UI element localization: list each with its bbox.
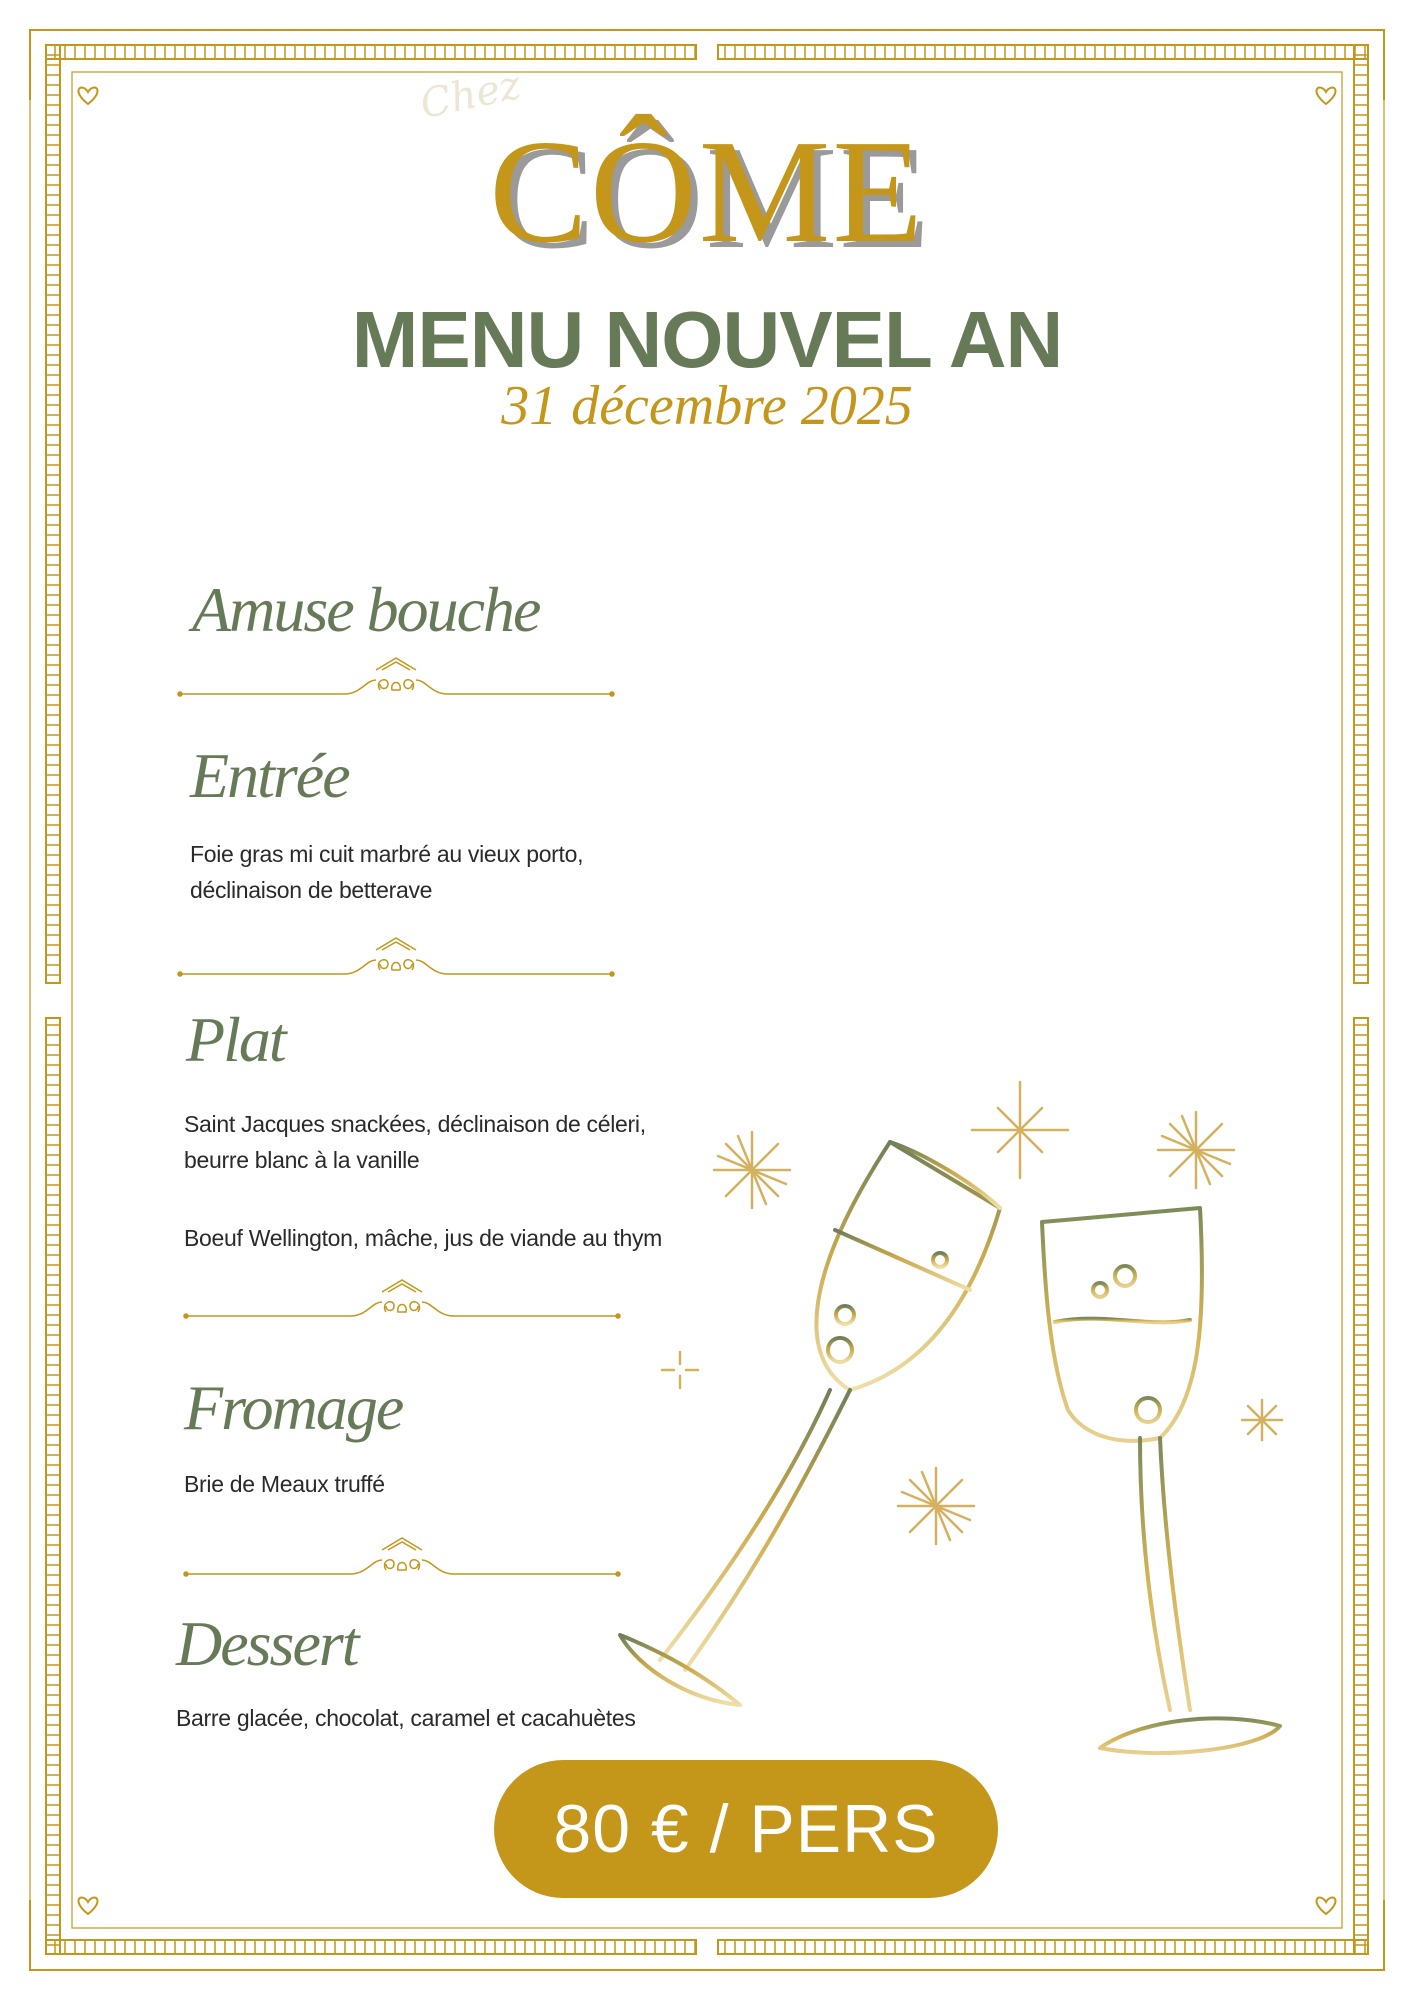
sparkle-icon — [714, 1132, 790, 1208]
sparkle-icon — [972, 1082, 1068, 1178]
brand-name: CÔME — [489, 110, 925, 274]
ornament-divider-icon — [176, 650, 616, 700]
dish-entree-line-2: déclinaison de betterave — [190, 877, 433, 903]
sparkle-icon — [1242, 1400, 1282, 1440]
section-title-entree: Entrée — [190, 740, 349, 811]
ornament-divider-icon — [176, 930, 616, 980]
champagne-glasses-icon — [500, 1060, 1300, 1840]
section-title-dessert: Dessert — [176, 1608, 358, 1679]
menu-date: 31 décembre 2025 — [501, 375, 913, 437]
section-title-amuse-bouche: Amuse bouche — [192, 574, 540, 645]
dish-plat-line-1: Saint Jacques snackées, déclinaison de céleri, — [184, 1111, 646, 1137]
dish-dessert-line-1: Barre glacée, chocolat, caramel et cacahuètes — [176, 1705, 636, 1731]
sparkle-icon — [898, 1468, 974, 1544]
price-label: 80 € / PERS — [553, 1791, 939, 1867]
section-title-plat: Plat — [186, 1004, 285, 1075]
sparkle-icon — [662, 1352, 698, 1388]
dish-plat-line-3: Boeuf Wellington, mâche, jus de viande au thym — [184, 1225, 663, 1251]
sparkle-icon — [1158, 1112, 1234, 1188]
dish-fromage-line-1: Brie de Meaux truffé — [184, 1471, 385, 1497]
brand-script: Chez — [416, 61, 525, 129]
dish-entree-line-1: Foie gras mi cuit marbré au vieux porto, — [190, 841, 584, 867]
price-badge — [494, 1760, 998, 1898]
menu-title: MENU NOUVEL AN — [351, 295, 1063, 384]
section-title-fromage: Fromage — [184, 1372, 403, 1443]
dish-plat-line-2: beurre blanc à la vanille — [184, 1147, 420, 1173]
